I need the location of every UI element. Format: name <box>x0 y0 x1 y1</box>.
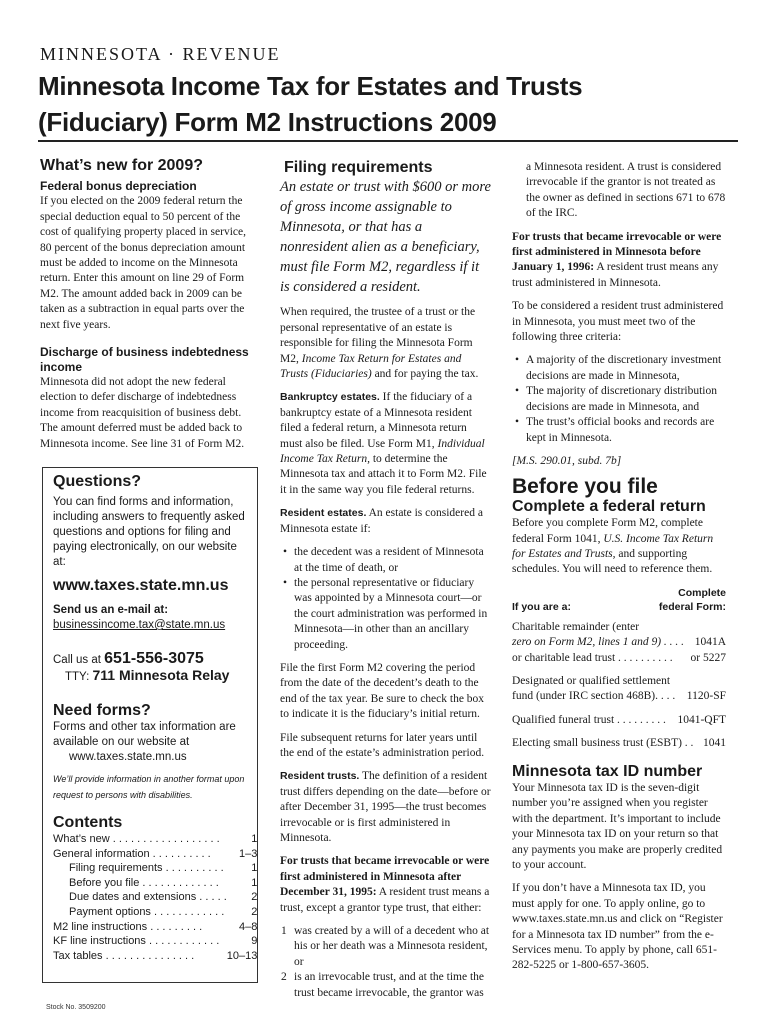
resident-estates-text: Resident estates. An estate is considered a Minnesota estate if: <box>280 507 483 535</box>
phone-line <box>53 651 247 668</box>
contents-label: Before you file . . . . . . . . . . . . . <box>69 876 219 889</box>
whats-new-heading: What’s new for 2009? <box>40 157 203 174</box>
list-item: • A majority of the discretionary investment decisions are made in Minnesota, <box>526 353 726 384</box>
list-item: 2 is an irrevocable trust, and at the time the trust became irrevocable, the grantor was <box>281 971 485 999</box>
contents-label: General information . . . . . . . . . . <box>53 847 211 860</box>
questions-heading: Questions? <box>53 473 142 490</box>
contents-label: Due dates and extensions . . . . . <box>69 891 227 904</box>
bonus-depreciation-text: If you elected on the 2009 federal return the special deduction equal to 50 percent of the cost of qualifying property placed in service, 80 percent of the bonus depreciation amount must be added to income on the Minnesota return. Enter this amount on line 29 of Form M2. The amount added back in 2009 can be taken as a subtraction in equal parts over the next five years. <box>40 195 246 331</box>
questions-text: You can find forms and information, including answers to frequently asked questions and options for filing and paying electronically, on our website at: <box>53 496 245 568</box>
contents-page: 4–8 <box>239 920 258 933</box>
bankruptcy-text: Bankruptcy estates. If the fiduciary of a bankruptcy estate of a Minnesota resident filed a federal return, a Minnesota return must also be filed. Use Form M1, Individual Income Tax Return, to determine the Minnesota tax and attach it to Form M2. File it in the same way you file federal returns. <box>280 391 487 496</box>
contents-row <box>53 934 257 949</box>
contents-table <box>53 832 257 963</box>
apply-tax-id-text: If you don’t have a Minnesota tax ID, you must apply for one. To apply online, go to www.taxes.state.mn.us and click on “Register for a Minnesota tax ID number” from the e-Services menu. To apply by phone, call 651-282-5225 or 1-800-657-3605. <box>512 882 723 972</box>
column-2 <box>280 160 492 1009</box>
contents-row <box>53 905 257 920</box>
statute-reference: [M.S. 290.01, subd. 7b] <box>512 454 622 467</box>
form-table-header <box>512 586 726 614</box>
brand-logo-text: MINNESOTA · REVENUE <box>40 44 281 64</box>
need-forms-text: Forms and other tax information are available on our website at <box>53 721 236 748</box>
before-1996-text: For trusts that became irrevocable or were first administered in Minnesota before January 1, 1996: A resident trust means any trust administered in Minnesota. <box>512 230 722 289</box>
form-table-right-header: Complete federal Form: <box>658 586 726 613</box>
when-required-text: When required, the trustee of a trust or the personal representative of an estate is responsible for filing the Minnesota Form M2, Income Tax Return for Estates and Trusts (Fiduciaries) and for paying the tax. <box>280 306 479 381</box>
contents-label: Payment options . . . . . . . . . . . . <box>69 905 225 918</box>
list-item: • The majority of discretionary distribution decisions are made in Minnesota, and <box>526 384 726 415</box>
contents-row <box>53 861 257 876</box>
list-item: 1 was created by a will of a decedent who at his or her death was a Minnesota resident, or <box>281 925 490 968</box>
filing-requirements-heading: Filing requirements <box>284 159 433 176</box>
criteria-intro: To be considered a resident trust administered in Minnesota, you must meet two of the following three criteria: <box>512 300 724 344</box>
contents-row <box>53 949 257 964</box>
contents-page: 9 <box>251 935 258 948</box>
discharge-heading: Discharge of business indebtedness income <box>40 345 249 375</box>
form-table-row: Qualified funeral trust . . . . . . . . . 1041-QFT <box>512 713 726 726</box>
resident-trusts-text: Resident trusts. The definition of a resident trust differs depending on the date—before or after December 31, 1995—the trust becomes irrevocable or is first administered in Minnesota. <box>280 770 491 844</box>
before-you-file-heading: Before you file <box>512 475 658 499</box>
contents-label: Tax tables . . . . . . . . . . . . . . . <box>53 949 195 962</box>
email-label: Send us an e-mail at: <box>53 604 169 616</box>
filing-callout: An estate or trust with $600 or more of gross income assignable to Minnesota, or that has a nonresident alien as a beneficiary, must file Form M2, regardless if it is considered a resident. <box>280 179 491 296</box>
contents-row <box>53 890 257 905</box>
title-line-2: (Fiduciary) Form M2 Instructions 2009 <box>38 107 497 137</box>
tax-id-text: Your Minnesota tax ID is the seven-digit number you’re assigned when you register with the department. It’s important to include your Minnesota tax ID on your return so that any payments you make are properly credited to your account. <box>512 782 723 872</box>
bonus-depreciation-heading: Federal bonus depreciation <box>40 179 197 194</box>
disability-note: We’ll provide information in another format upon request to persons with disabilities. <box>53 774 245 800</box>
tty-number: 711 Minnesota Relay <box>92 667 230 683</box>
website-link[interactable]: www.taxes.state.mn.us <box>53 577 229 594</box>
call-prefix: Call us at <box>53 654 101 666</box>
contents-label: Filing requirements . . . . . . . . . . <box>69 862 224 875</box>
forms-website-link[interactable]: www.taxes.state.mn.us <box>69 751 187 763</box>
list-item: • The trust’s official books and records are kept in Minnesota. <box>526 415 726 446</box>
federal-return-heading: Complete a federal return <box>512 497 706 515</box>
email-link[interactable]: businessincome.tax@state.mn.us <box>53 619 226 631</box>
tty-prefix: TTY: <box>65 671 90 683</box>
form-table-rows <box>512 620 726 752</box>
contents-row <box>53 876 257 891</box>
criteria-bullet-list <box>512 353 726 445</box>
page-title <box>38 68 738 140</box>
tty-line <box>53 668 247 685</box>
first-m2-text: File the first Form M2 covering the period from the date of the decedent’s death to the end of the tax year. Be sure to check the box to indicate it is the fiduciary’s initial return. <box>280 661 485 721</box>
after-1995-text: For trusts that became irrevocable or were first administered in Minnesota after December 31, 1995: A resident trust means a trust, except a grantor type trust, that either: <box>280 855 490 914</box>
subsequent-returns-text: File subsequent returns for later years until the end of the estate’s administration period. <box>280 731 485 759</box>
federal-return-text: Before you complete Form M2, complete federal Form 1041, U.S. Income Tax Return for Estates and Trusts, and supporting schedules. You will need to reference them. <box>512 517 714 576</box>
form-table-row: Charitable remainder (enter zero on Form M2, lines 1 and 9) . . . . 1041A or charitable lead trust . . . . . . . . . . or 5227 <box>512 620 726 664</box>
contents-row <box>53 847 257 862</box>
discharge-text: Minnesota did not adopt the new federal election to defer discharge of indebtedness income from reacquisition of business debt. The amount deferred must be added back to Minnesota income. See line 31 of Form M2. <box>40 376 245 450</box>
contents-page: 1 <box>251 833 258 845</box>
title-line-1: Minnesota Income Tax for Estates and Trusts <box>38 71 583 101</box>
title-divider <box>38 140 738 142</box>
irrevocable-continued-text: a Minnesota resident. A trust is considered irrevocable if the grantor is not treated as the owner as defined in sections 671 to 678 of the IRC. <box>526 161 726 220</box>
list-item: • the personal representative or fiduciary was appointed by a Minnesota court—or the court administration was performed in Minnesota—in other than an ancillary proceeding. <box>294 576 492 653</box>
form-table-left-header: If you are a: <box>512 600 571 613</box>
tax-id-heading: Minnesota tax ID number <box>512 762 703 780</box>
estate-bullet-list <box>280 545 492 653</box>
column-3 <box>512 160 726 982</box>
contents-page: 10–13 <box>226 949 258 962</box>
list-item: • the decedent was a resident of Minnesota at the time of death, or <box>294 545 492 576</box>
contents-label: What’s new . . . . . . . . . . . . . . . . . . <box>53 833 220 845</box>
phone-number: 651-556-3075 <box>104 650 204 667</box>
contents-row <box>53 920 257 935</box>
form-table-row: Designated or qualified settlement fund (under IRC section 468B). . . . 1120-SF <box>512 674 726 703</box>
form-table-row: Electing small business trust (ESBT) . . 1041 <box>512 737 726 750</box>
contents-heading: Contents <box>53 814 123 831</box>
contents-row <box>53 832 257 847</box>
trust-numbered-list <box>280 924 492 1001</box>
questions-box <box>42 467 258 983</box>
contents-label: KF line instructions . . . . . . . . . . . . <box>53 935 220 948</box>
contents-page: 1–3 <box>239 847 258 860</box>
column-1 <box>40 158 260 460</box>
contents-page: 2 <box>251 891 258 904</box>
stock-number: Stock No. 3509200 <box>46 1004 106 1011</box>
contents-page: 1 <box>251 876 258 889</box>
contents-page: 2 <box>251 905 258 918</box>
contents-label: M2 line instructions . . . . . . . . . <box>53 920 203 933</box>
need-forms-heading: Need forms? <box>53 702 151 719</box>
contents-page: 1 <box>251 862 258 875</box>
